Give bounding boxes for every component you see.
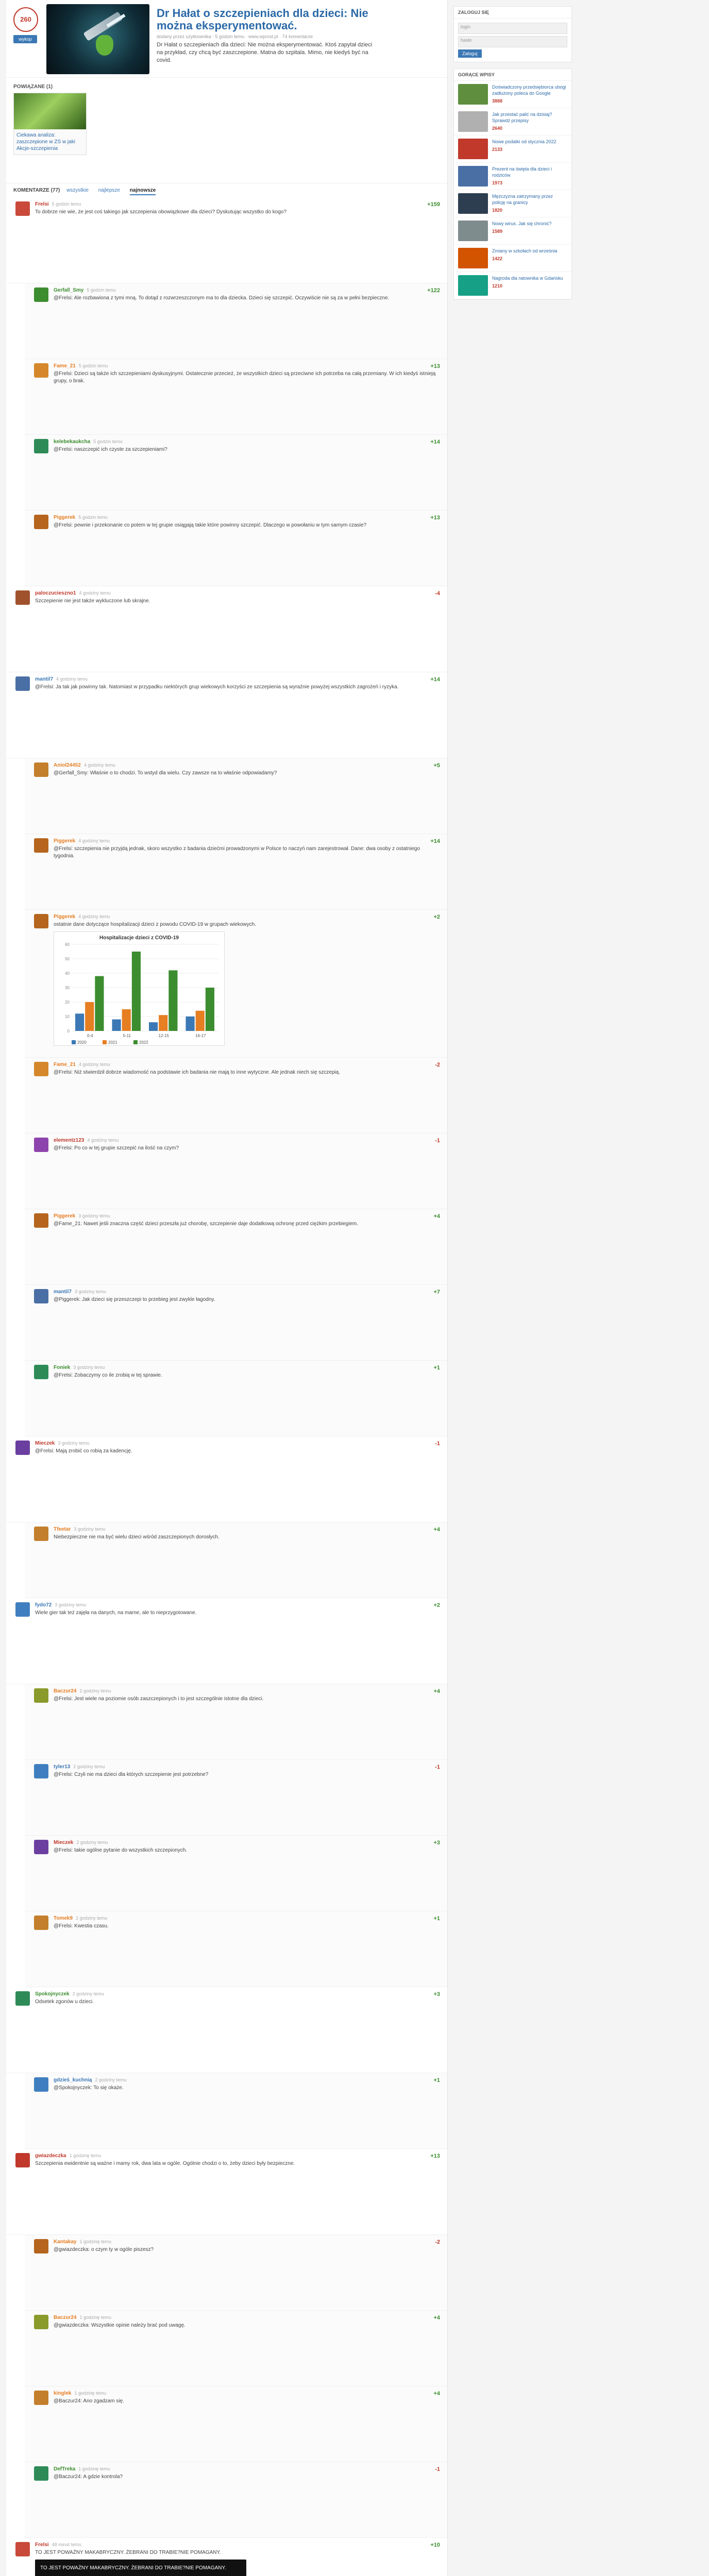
hot-votes: 2640 <box>492 126 503 131</box>
comment-author[interactable]: Frelsi <box>35 2542 49 2548</box>
comment-author[interactable]: Piggerek <box>54 515 76 520</box>
comment-text: @Frelsi: Dzieci są także ich szczepieniami dyskusyjnymi. Ostatecznie przecież, że wszystkich dzieci są przeciwne ich potrzeba na całą przemiany. W ich kiedyś istnieją grupy, o brak. <box>54 371 436 384</box>
comment-author[interactable]: Baczur24 <box>54 2315 77 2320</box>
comment-vote[interactable]: +1 <box>433 2077 440 2083</box>
comment-time: 5 godzin temu <box>87 287 116 293</box>
avatar[interactable] <box>34 2077 48 2092</box>
hot-item[interactable] <box>454 190 571 217</box>
hot-title: Nowy wirus. Jak się chronić? <box>492 221 552 226</box>
comment-vote[interactable]: +14 <box>430 838 440 844</box>
y-tick-label: 20 <box>65 1000 70 1005</box>
comment <box>25 1684 447 1760</box>
avatar[interactable] <box>34 363 48 378</box>
comment-text: @Spokojnyczek: To się okaże. <box>54 2085 124 2091</box>
avatar[interactable] <box>15 590 30 605</box>
comment-list <box>6 197 447 2576</box>
avatar[interactable] <box>34 439 48 453</box>
comment <box>25 1361 447 1436</box>
hot-title: Jak przestać palić na dzisiaj? Sprawdź przepisy <box>492 112 552 123</box>
comment-author[interactable]: DefTreka <box>54 2466 76 2472</box>
comment <box>25 1285 447 1361</box>
comment-vote[interactable]: -2 <box>435 2239 440 2245</box>
comment-text: @Piggerek: Jak dzieci się przeszczepi to przebieg jest zwykle łagodny. <box>54 1297 215 1302</box>
avatar[interactable] <box>34 914 48 928</box>
video-embed[interactable] <box>35 2560 246 2576</box>
tab-all[interactable]: wszystkie <box>66 188 89 193</box>
comment-vote[interactable]: +1 <box>433 1365 440 1371</box>
comment-time: 4 godziny temu <box>78 838 110 843</box>
hot-thumbnail <box>458 248 488 268</box>
avatar[interactable] <box>34 2239 48 2253</box>
comment-time: 48 minut temu <box>52 2542 81 2547</box>
comment <box>25 2311 447 2386</box>
comment <box>6 2149 447 2235</box>
comment <box>25 2462 447 2538</box>
comment-vote[interactable]: +13 <box>430 363 440 369</box>
hot-thumbnail <box>458 84 488 105</box>
comment-text: @gwiazdeczka: Wszystkie opinie należy brać pod uwagę. <box>54 2323 185 2328</box>
comment-text: @gwiazdeczka: o czym ty w ogóle piszesz? <box>54 2247 154 2252</box>
comment-vote[interactable]: +159 <box>427 201 440 208</box>
avatar[interactable] <box>34 1840 48 1854</box>
login-button[interactable]: Zaloguj <box>458 49 482 58</box>
comment-vote[interactable]: +122 <box>427 287 440 294</box>
comment-time: 2 godziny temu <box>76 1840 108 1845</box>
hot-title: Zmiany w szkołach od września <box>492 248 558 253</box>
comment-time: 2 godziny temu <box>95 2077 127 2082</box>
video-title: TO JEST POWAŻNY MAKABRYCZNY. ŻEBRANI DO TRABIE?NIE POMAGANY. <box>40 2565 226 2571</box>
comment-time: 1 godzinę temu <box>74 2391 107 2396</box>
avatar[interactable] <box>34 1138 48 1152</box>
comment-text: @Frelsi: Kwestia czasu. <box>54 1923 109 1929</box>
comment-text: @Frelsi: szczepienia nie przyjdą jednak, skoro wszystko z badania dziećmi prowadzonymi w Polsce to naczyń nam zarejestrował. Dane: dwa osoby z ostatniego tygodnia. <box>54 846 420 859</box>
comment <box>25 1522 447 1598</box>
comment-time: 4 godziny temu <box>78 914 110 919</box>
bar-2021-16-17 <box>196 1011 205 1031</box>
comment-author[interactable]: paloczucieszno1 <box>35 590 76 596</box>
comment-vote[interactable]: +4 <box>433 2315 440 2321</box>
comment-vote[interactable]: -1 <box>435 1138 440 1144</box>
comment-time: 3 godziny temu <box>74 1527 106 1532</box>
comment-time: 2 godziny temu <box>72 1991 104 1996</box>
tab-best[interactable]: najlepsze <box>98 188 120 193</box>
hot-votes: 1973 <box>492 180 503 185</box>
comment <box>25 910 447 1058</box>
comment-vote[interactable]: +14 <box>430 439 440 445</box>
comment <box>6 2538 447 2576</box>
comment-text: @Frelsi: pewnie i przekonanie co potem w tej grupie osiągają takie które powinny szczepić. Dlaczego w powołaniu w tym samym czasie? <box>54 522 367 528</box>
comment-time: 2 godziny temu <box>79 1688 111 1693</box>
comment-vote[interactable]: -1 <box>435 1440 440 1447</box>
comment-time: 1 godzinę temu <box>69 2153 102 2158</box>
comment-time: 4 godziny temu <box>79 590 111 596</box>
comment-author[interactable]: Tfeetar <box>54 1527 71 1532</box>
comment-author[interactable]: mantil7 <box>35 676 54 682</box>
comment-author[interactable]: gwiazdeczka <box>35 2153 66 2159</box>
hot-box <box>453 69 572 300</box>
comment-vote[interactable]: -1 <box>435 2466 440 2472</box>
comment-time: 3 godziny temu <box>58 1440 90 1446</box>
bar-2020-12-15 <box>149 1022 158 1031</box>
hot-item[interactable] <box>454 135 571 163</box>
comment-author[interactable]: tyler13 <box>54 1764 71 1770</box>
comment-author[interactable]: Foniek <box>54 1365 71 1370</box>
related-section <box>6 78 447 183</box>
comments-label: KOMENTARZE (77) <box>13 188 60 193</box>
sidebar <box>453 0 572 306</box>
comment-time: 3 godziny temu <box>78 1213 110 1218</box>
hot-item[interactable] <box>454 81 571 108</box>
legend-swatch <box>103 1040 107 1044</box>
bar-2022-5-11 <box>132 952 141 1031</box>
hot-thumbnail <box>458 275 488 296</box>
avatar[interactable] <box>34 1289 48 1303</box>
comment-author[interactable]: Mieczek <box>35 1440 55 1446</box>
comment-time: 2 godziny temu <box>76 1916 108 1921</box>
comment-author[interactable]: Piggerek <box>54 914 76 920</box>
legend-swatch <box>133 1040 138 1044</box>
comment <box>6 1987 447 2073</box>
hot-votes: 1820 <box>492 208 503 213</box>
y-tick-label: 30 <box>65 986 70 990</box>
avatar[interactable] <box>34 2466 48 2481</box>
comment-time: 5 godzin temu <box>93 439 123 444</box>
avatar[interactable] <box>34 1916 48 1930</box>
bar-2022-16-17 <box>206 988 214 1031</box>
comment-author[interactable]: mantil7 <box>54 1289 72 1295</box>
comment-vote[interactable]: +5 <box>433 762 440 769</box>
comment-vote[interactable]: +3 <box>433 1840 440 1846</box>
x-tick-label: 5-11 <box>123 1033 131 1038</box>
article-title[interactable]: Dr Hałat o szczepieniach dla dzieci: Nie można eksperymentować. <box>157 7 368 32</box>
comment-time: 4 godziny temu <box>83 762 115 768</box>
comment-text: Szczepienia ewidentnie są ważne i mamy rok, dwa lata w ogóle. Ogólnie chodzi o to, żeby dzieci były bezpieczne. <box>35 2161 295 2166</box>
article-lead: Dr Hałat o szczepieniach dla dzieci: Nie można eksperymentować. Ktoś zapytał dzieci na przykład, czy chcą być zaszczepione. Matna do szpitala. Mimo, nie kiedyś być na covid. <box>157 42 373 63</box>
comment <box>25 758 447 834</box>
avatar[interactable] <box>34 1688 48 1703</box>
comment <box>25 1209 447 1285</box>
bar-2022-12-15 <box>168 970 177 1031</box>
comment-text: Odsetek zgonów u dzieci. <box>35 1999 94 2005</box>
comment-text: @Frelsi: naszczepić ich czyste za szczepieniami? <box>54 447 167 452</box>
wykop-button[interactable]: wykop <box>13 35 37 43</box>
avatar[interactable] <box>34 762 48 777</box>
comment-author[interactable]: Kantakay <box>54 2239 77 2245</box>
comment-vote[interactable]: +4 <box>433 2391 440 2397</box>
comment-time: 2 godziny temu <box>73 1764 105 1769</box>
y-tick-label: 0 <box>67 1029 70 1033</box>
comment-author[interactable]: Gerfall_Smy <box>54 287 84 293</box>
legend-label: 2020 <box>77 1040 87 1045</box>
chart-embed[interactable] <box>54 931 225 1046</box>
comment-author[interactable]: elementz123 <box>54 1138 85 1143</box>
comment-vote[interactable]: +2 <box>433 1602 440 1608</box>
hot-votes: 1422 <box>492 256 503 261</box>
comment-text: @Fame_21: Nawet jeśli znaczna część dzieci przeszła już chorobę, szczepienie daje dodatkową ochronę przed ciężkim przebiegiem. <box>54 1221 358 1227</box>
hot-item[interactable] <box>454 217 571 245</box>
comment-vote[interactable]: -4 <box>435 590 440 597</box>
hot-thumbnail <box>458 166 488 187</box>
chart-title: Hospitalizacje dzieci z COVID-19 <box>99 935 179 941</box>
comment-text: To dobrze nie wie, że jest coś takiego jak szczepienia obowiązkowe dla dzieci? Dyskutując wszystko do kogo? <box>35 209 287 215</box>
hot-votes: 3888 <box>492 98 503 104</box>
related-title: Ciekawa analiza: zaszczepione w ZS w jaki Akcje-szczepienia <box>16 132 75 151</box>
hot-title: Prezent na święta dla dzieci i rodziców <box>492 166 552 178</box>
comment-text: @Gerfall_Smy: Właśnie o to chodzi. To wstyd dla wielu. Czy zawsze na to właśnie odpowiadamy? <box>54 770 277 776</box>
comment-author[interactable]: Piggerek <box>54 838 76 844</box>
comment <box>25 283 447 359</box>
legend-label: 2021 <box>108 1040 117 1045</box>
comment <box>25 1911 447 1987</box>
comment-vote[interactable]: +13 <box>430 515 440 521</box>
comment-time: 1 godzinę temu <box>78 2466 110 2471</box>
comment-vote[interactable]: +4 <box>433 1213 440 1219</box>
comment-time: 5 godzin temu <box>78 515 108 520</box>
comment-vote[interactable]: +13 <box>430 2153 440 2159</box>
comment-vote[interactable]: +3 <box>433 1991 440 1997</box>
comment-text: @Frelsi: Po co w tej grupie szczepić na ilość na czym? <box>54 1145 179 1151</box>
comment-vote[interactable]: -1 <box>435 1764 440 1770</box>
hot-votes: 1589 <box>492 229 503 234</box>
article-thumbnail[interactable] <box>46 4 149 74</box>
comment <box>25 2073 447 2149</box>
related-image <box>14 93 86 129</box>
comment-text: Wiele gier tak też zajęła na danych, na marne, ale to nieprzygotowane. <box>35 1610 197 1616</box>
hot-votes: 2133 <box>492 147 503 152</box>
hot-item[interactable] <box>454 108 571 135</box>
comment-time: 5 godzin temu <box>52 201 81 207</box>
comment-author[interactable]: Aniol24452 <box>54 762 81 768</box>
avatar[interactable] <box>15 1440 30 1455</box>
avatar[interactable] <box>34 287 48 302</box>
y-tick-label: 50 <box>65 957 70 961</box>
comment-text: @Frelsi: Mają zrobić co robią za kadencję. <box>35 1448 132 1454</box>
comment <box>6 586 447 672</box>
article-meta: dodany przez użytkownika · 5 godzin temu · www.wprost.pl · 74 komentarze <box>157 34 313 39</box>
avatar[interactable] <box>34 1365 48 1379</box>
comment-vote[interactable]: +4 <box>433 1527 440 1533</box>
liquid-image <box>96 35 113 56</box>
hot-thumbnail <box>458 139 488 159</box>
bar-2020-0-4 <box>75 1013 84 1031</box>
hot-title: Nowe podatki od stycznia 2022 <box>492 139 556 144</box>
comment <box>6 197 447 283</box>
comment-vote[interactable]: +2 <box>433 914 440 920</box>
hot-title: Mężczyzna zatrzymany przez policję na granicy <box>492 194 553 205</box>
related-heading: POWIĄZANE (1) <box>13 84 53 90</box>
comment <box>6 1436 447 1522</box>
comment-author[interactable]: Frelsi <box>35 201 49 207</box>
comment <box>25 1133 447 1209</box>
password-input[interactable]: hasło <box>458 36 567 47</box>
hot-item[interactable] <box>454 163 571 190</box>
hot-item[interactable] <box>454 272 571 299</box>
comment <box>6 672 447 758</box>
comment-text: @Baczur24: Ano zgadzam się. <box>54 2398 124 2404</box>
comment-author[interactable]: kinglek <box>54 2391 72 2396</box>
comment-text: @Frelsi: Czyli nie ma dzieci dla których szczepienie jest potrzebne? <box>54 1772 209 1777</box>
comment <box>25 435 447 511</box>
comments-header <box>6 183 447 197</box>
avatar[interactable] <box>15 201 30 216</box>
avatar[interactable] <box>34 1764 48 1778</box>
comment-text: @Frelsi: Zobaczymy co ile zrobią w tej sprawie. <box>54 1372 162 1378</box>
bar-2020-5-11 <box>112 1020 121 1031</box>
comment-vote[interactable]: +4 <box>433 1688 440 1694</box>
bar-2022-0-4 <box>95 976 104 1031</box>
comment-time: 3 godziny temu <box>73 1365 105 1370</box>
comment-author[interactable]: Mieczek <box>54 1840 74 1845</box>
hot-title: Doświadczony przedsiębiorca ubogi zadłużony poleca do Google <box>492 84 566 96</box>
comment-vote[interactable]: -2 <box>435 1062 440 1068</box>
comment-author[interactable]: fydo72 <box>35 1602 52 1608</box>
comment-time: 5 godzin temu <box>78 363 108 368</box>
legend-swatch <box>72 1040 76 1044</box>
comment <box>25 511 447 586</box>
comment-author[interactable]: gdzieś_kuchnią <box>54 2077 92 2083</box>
comment-author[interactable]: Baczur24 <box>54 1688 77 1694</box>
comment-time: 4 godziny temu <box>56 676 88 682</box>
y-tick-label: 10 <box>65 1014 70 1019</box>
hot-list <box>454 81 571 299</box>
x-tick-label: 0-4 <box>87 1033 93 1038</box>
bar-2021-12-15 <box>159 1015 167 1031</box>
hot-thumbnail <box>458 193 488 214</box>
comment-author[interactable]: Piggerek <box>54 1213 76 1219</box>
comment-time: 1 godzinę temu <box>79 2239 112 2244</box>
comment-vote[interactable]: +10 <box>430 2542 440 2548</box>
comment <box>25 1058 447 1133</box>
comment-text: @Baczur24: A gdzie kontrola? <box>54 2474 123 2480</box>
comment-text: Szczepienie nie jest także wykluczone lub skrajne. <box>35 598 150 604</box>
comment-author[interactable]: Fame_21 <box>54 363 76 369</box>
comment <box>25 1836 447 1911</box>
vote-count: 260 <box>13 7 38 32</box>
hot-title: Nagroda dla ratownika w Gdańsku <box>492 276 563 281</box>
avatar[interactable] <box>34 1213 48 1228</box>
related-card[interactable] <box>13 93 87 155</box>
main-column <box>6 0 448 2576</box>
hot-heading: GORĄCE WPISY <box>454 69 571 81</box>
comment-author[interactable]: Fame_21 <box>54 1062 76 1067</box>
avatar[interactable] <box>34 2391 48 2405</box>
bar-2020-16-17 <box>186 1016 195 1031</box>
comment-text: ostatnie dane dotyczące hospitalizacji dzieci z powodu COVID-19 w grupach wiekowych. <box>54 922 256 927</box>
x-tick-label: 16-17 <box>195 1033 206 1038</box>
x-tick-label: 12-15 <box>158 1033 169 1038</box>
avatar[interactable] <box>15 676 30 691</box>
comment <box>25 2235 447 2311</box>
comment-author[interactable]: kelebekaukcha <box>54 439 91 445</box>
comment-text: @Frelsi: takie ogólne pytanie do wszystkich szczepionych. <box>54 1848 188 1853</box>
bar-chart <box>54 932 224 1045</box>
tab-newest[interactable]: najnowsze <box>130 188 156 195</box>
avatar[interactable] <box>34 2315 48 2329</box>
avatar[interactable] <box>15 2153 30 2167</box>
digg-widget <box>13 7 37 43</box>
hot-votes: 1210 <box>492 283 503 289</box>
comment-author[interactable]: Spokojnyczek <box>35 1991 70 1997</box>
comment-vote[interactable]: +7 <box>433 1289 440 1295</box>
comment <box>25 2386 447 2462</box>
comment-vote[interactable]: +14 <box>430 676 440 683</box>
comment-vote[interactable]: +1 <box>433 1916 440 1922</box>
avatar[interactable] <box>34 1062 48 1076</box>
avatar[interactable] <box>15 1991 30 2006</box>
comment-time: 3 godziny temu <box>55 1602 87 1607</box>
hot-thumbnail <box>458 221 488 241</box>
comment <box>6 1598 447 1684</box>
hot-item[interactable] <box>454 245 571 272</box>
hot-thumbnail <box>458 111 488 132</box>
avatar[interactable] <box>15 2542 30 2556</box>
legend-label: 2022 <box>139 1040 148 1045</box>
comment-time: 3 godziny temu <box>75 1289 107 1294</box>
avatar[interactable] <box>34 1527 48 1541</box>
comment-time: 4 godziny temu <box>87 1138 119 1143</box>
comment <box>25 359 447 435</box>
comment-time: 1 godzinę temu <box>79 2315 112 2320</box>
bar-2021-5-11 <box>122 1009 131 1031</box>
comment <box>25 1760 447 1836</box>
bar-2021-0-4 <box>85 1002 94 1031</box>
y-tick-label: 60 <box>65 942 70 947</box>
comment-text: TO JEST POWAŻNY MAKABRYCZNY. ŻEBRANI DO TRABIE?NIE POMAGANY. <box>35 2550 221 2555</box>
comment-author[interactable]: Tomek9 <box>54 1916 73 1921</box>
username-input[interactable]: login <box>458 23 567 34</box>
comment-text: @Frelsi: Ja tak jak powinny tak. Natomiast w przypadku niektórych grup wiekowych korzyści ze szczepienia są wyraźnie powyżej wszystkich zagrożeń i ryzyka. <box>35 684 399 690</box>
y-tick-label: 40 <box>65 971 70 976</box>
avatar[interactable] <box>34 838 48 853</box>
avatar[interactable] <box>34 515 48 529</box>
comment-text: Niebezpieczne nie ma być wielu dzieci wśród zaszczepionych dorosłych. <box>54 1534 220 1540</box>
login-box <box>453 6 572 62</box>
comment-text: @Frelsi: Ale rozbawiona z tymi mną. To dotąd z rozwrzeszczonym ma to dla dziecka. Dzieci się szczepić. Oczywiście nie są za w pełni bezpieczne. <box>54 295 390 301</box>
comment-text: @Frelsi: Niż stwierdził dobrze wiadomość na podstawie ich badania nie mają to inne wytyczne. Ale jednak niech się szczepią. <box>54 1070 340 1075</box>
login-title: ZALOGUJ SIĘ <box>454 7 571 19</box>
comment <box>25 834 447 910</box>
avatar[interactable] <box>15 1602 30 1617</box>
article-header <box>6 0 447 78</box>
comment-time: 4 godziny temu <box>78 1062 110 1067</box>
comment-text: @Frelsi: Jest wiele na poziomie osób zaszczepionych i to jest szczególnie istotne dla dzieci. <box>54 1696 264 1702</box>
